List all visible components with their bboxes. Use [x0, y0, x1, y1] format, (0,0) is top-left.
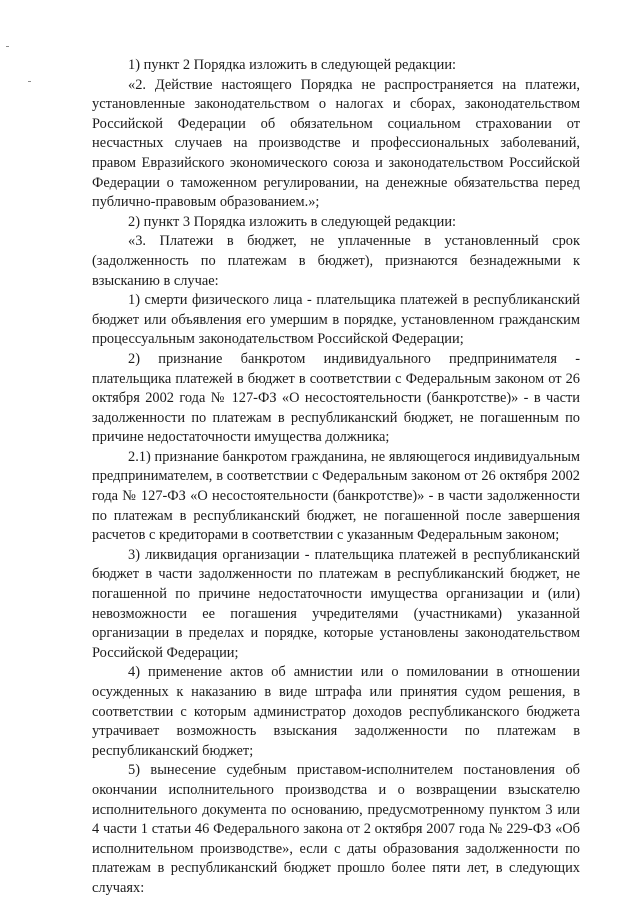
paragraph-item-3-text: «3. Платежи в бюджет, не уплаченные в установленный срок (задолженность по платежам в бюджет), признаются безнадежными к взысканию в случае: [92, 233, 580, 289]
paragraph-item-2: 2) пункт 3 Порядка изложить в следующей редакции: [128, 213, 457, 230]
list-item-4: 4) применение актов об амнистии или о помиловании в отношении осужденных к наказанию в виде штрафа или принятия судом решения, в соответствии с которым администратор доходов республиканского бюджета утрачивает возможность взыскания задолженности по платежам в республиканский бюджет; [92, 664, 580, 759]
paragraph-item-1: 1) пункт 2 Порядка изложить в следующей редакции: [128, 57, 457, 73]
list-item-2-1: 2.1) признание банкротом гражданина, не являющегося индивидуальным предпринимателем, в соответствии с Федеральным законом от 26 октября 2002 года № 127-ФЗ «О несостоятельности (банкротстве)» - в части задолженности по платежам в республиканский бюджет, не погашенной после завершения расчетов с кредиторами в соответствии с указанным Федеральным законом; [92, 448, 580, 544]
document-page [92, 56, 580, 899]
scan-mark [6, 46, 9, 47]
paragraph-item-2-text: «2. Действие настоящего Порядка не распространяется на платежи, установленные законодательством о налогах и сборах, законодательством Российской Федерации об обязательном социальном страховании от несчастных случаев на производстве и профессиональных заболеваний, правом Евразийского экономического союза и законодательством Российской Федерации о таможенном регулировании, на денежные обязательства перед публично-правовым образованием.»; [92, 76, 580, 211]
scan-mark [28, 81, 31, 82]
list-item-5: 5) вынесение судебным приставом-исполнителем постановления об окончании исполнительного производства и о возвращении взыскателю исполнительного документа по основанию, предусмотренному пунктом 3 или 4 части 1 статьи 46 Федерального закона от 2 октября 2007 года № 229-ФЗ «Об исполнительном производстве», если с даты образования задолженности по платежам в республиканский бюджет прошло более пяти лет, в следующих случаях: [92, 762, 580, 896]
list-item-3: 3) ликвидация организации - плательщика платежей в республиканский бюджет в части задолженности по платежам в республиканский бюджет, не погашенной по причине недостаточности имущества организации и (или) невозможности ее погашения учредителями (участниками) указанной организации в пределах и порядке, которые установлены законодательством Российской Федерации; [92, 546, 580, 661]
list-item-1: 1) смерти физического лица - плательщика платежей в республиканский бюджет или объявления его умершим в порядке, установленном гражданским процессуальным законодательством Российской Федерации; [92, 292, 580, 348]
list-item-2: 2) признание банкротом индивидуального предпринимателя - плательщика платежей в бюджет в соответствии с Федеральным законом от 26 октября 2002 года № 127-ФЗ «О несостоятельности (банкротстве)» - в части задолженности по платежам в республиканский бюджет, не погашенным по причине недостаточности имущества должника; [92, 350, 580, 446]
